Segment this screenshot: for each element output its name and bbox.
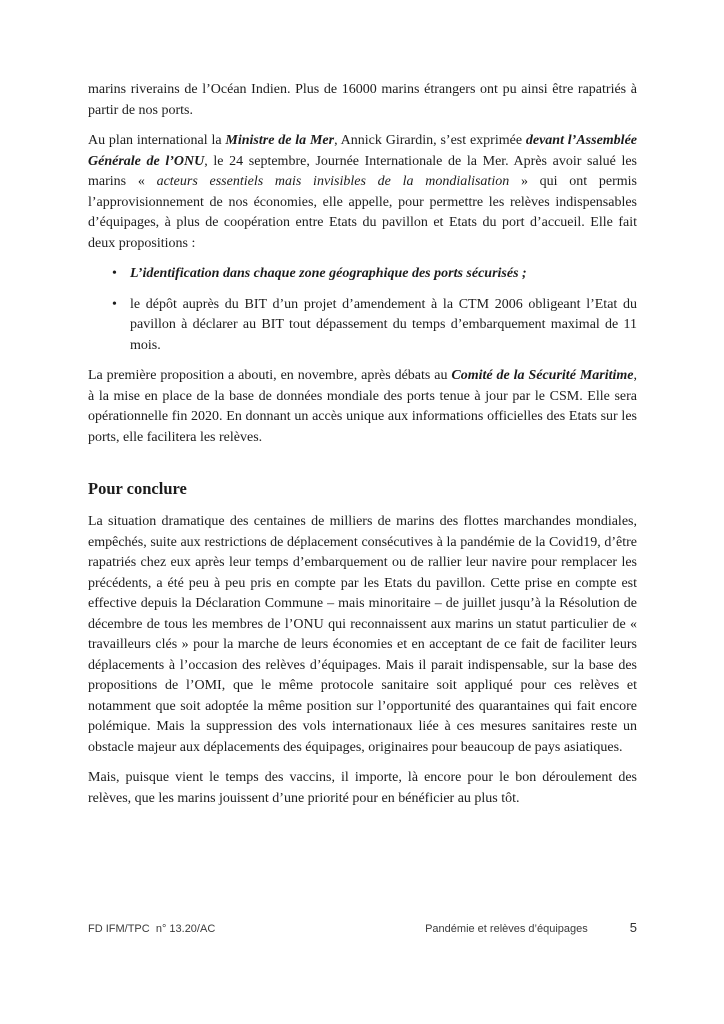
- paragraph: [88, 768, 637, 809]
- text-run: acteurs essentiels mais invisibles de la mondialisation: [156, 174, 510, 189]
- footer-right-group: [425, 920, 637, 935]
- text-run: Pour conclure: [88, 479, 187, 498]
- text-run: Ministre de la Mer: [225, 133, 335, 148]
- text-run: , à la mise en place de la base de données mondiale des ports tenue à jour par le CSM. Elle sera opérationnelle fin 2020. En donnant un accès unique aux informations officielles des Etats sur les ports, elle facilitera les relèves.: [88, 368, 637, 445]
- text-run: » qui ont permis l’approvisionnement de nos économies, elle appelle, pour permettre les relèves indispensables d’équipages, à plus de coopération entre Etats du pavillon et Etats du port d’accueil. Elle fait deux propositions :: [88, 174, 637, 251]
- text-run: Mais, puisque vient le temps des vaccins, il importe, là encore pour le bon déroulement des relèves, que les marins jouissent d’une priorité pour en bénéficier au plus tôt.: [88, 770, 637, 806]
- list-item: [88, 264, 637, 285]
- text-run: , le 24 septembre, Journée Internationale de la Mer. Après avoir salué les marins «: [88, 153, 637, 189]
- text-run: marins riverains de l’Océan Indien. Plus de 16000 marins étrangers ont pu ainsi être rapatriés à partir de nos ports.: [88, 82, 637, 118]
- footer-page-number: 5: [629, 920, 637, 935]
- section-heading: [88, 478, 637, 500]
- footer-reference: FD IFM/TPC n° 13.20/AC: [88, 923, 216, 935]
- footer-document-title: Pandémie et relèves d’équipages: [425, 923, 588, 935]
- bullet-list: [88, 264, 637, 356]
- text-run: le dépôt auprès du BIT d’un projet d’amendement à la CTM 2006 obligeant l’Etat du pavillon à déclarer au BIT tout dépassement du temps d’embarquement maximal de 11 mois.: [130, 296, 637, 353]
- document-body: [88, 80, 637, 819]
- text-run: Comité de la Sécurité Maritime: [451, 368, 634, 383]
- text-run: L’identification dans chaque zone géographique des ports sécurisés ;: [130, 266, 527, 281]
- paragraph: [88, 366, 637, 448]
- page-footer: [88, 920, 637, 935]
- text-run: Au plan international la: [88, 133, 226, 148]
- text-run: La situation dramatique des centaines de milliers de marins des flottes marchandes mondiales, empêchés, suite aux restrictions de déplacement consécutives à la pandémie de la Covid19, d’être rapatriés chez eux après leur temps d’embarquement ou de rallier leur navire pour remplacer les précédents, a été peu à peu pris en compte par les Etats du pavillon. Cette prise en compte est effective depuis la Déclaration Commune – mais minoritaire – de juillet jusqu’à la Résolution de décembre de tous les membres de l’ONU qui reconnaissent aux marins un statut particulier de « travailleurs clés » pour la marche de leurs économies et en acceptant de ce fait de faciliter leurs déplacements à l’occasion des relèves d’équipages. Mais il parait indispensable, sur la base des propositions de l’OMI, que le même protocole sanitaire soit appliqué pour ces relèves et notamment que soit adoptée la même position sur l’opportunité des quarantaines qui fait encore polémique. Mais la suppression des vols internationaux liée à ces mesures sanitaires reste un obstacle majeur aux déplacements des équipages, originaires pour beaucoup de pays asiatiques.: [88, 514, 637, 755]
- text-run: La première proposition a abouti, en novembre, après débats au: [88, 368, 452, 383]
- paragraph: [88, 512, 637, 758]
- paragraph: [88, 80, 637, 121]
- text-run: devant l’Assemblée Générale de l’ONU: [88, 133, 637, 169]
- paragraph: [88, 131, 637, 254]
- list-item: [88, 295, 637, 357]
- text-run: , Annick Girardin, s’est exprimée: [334, 133, 526, 148]
